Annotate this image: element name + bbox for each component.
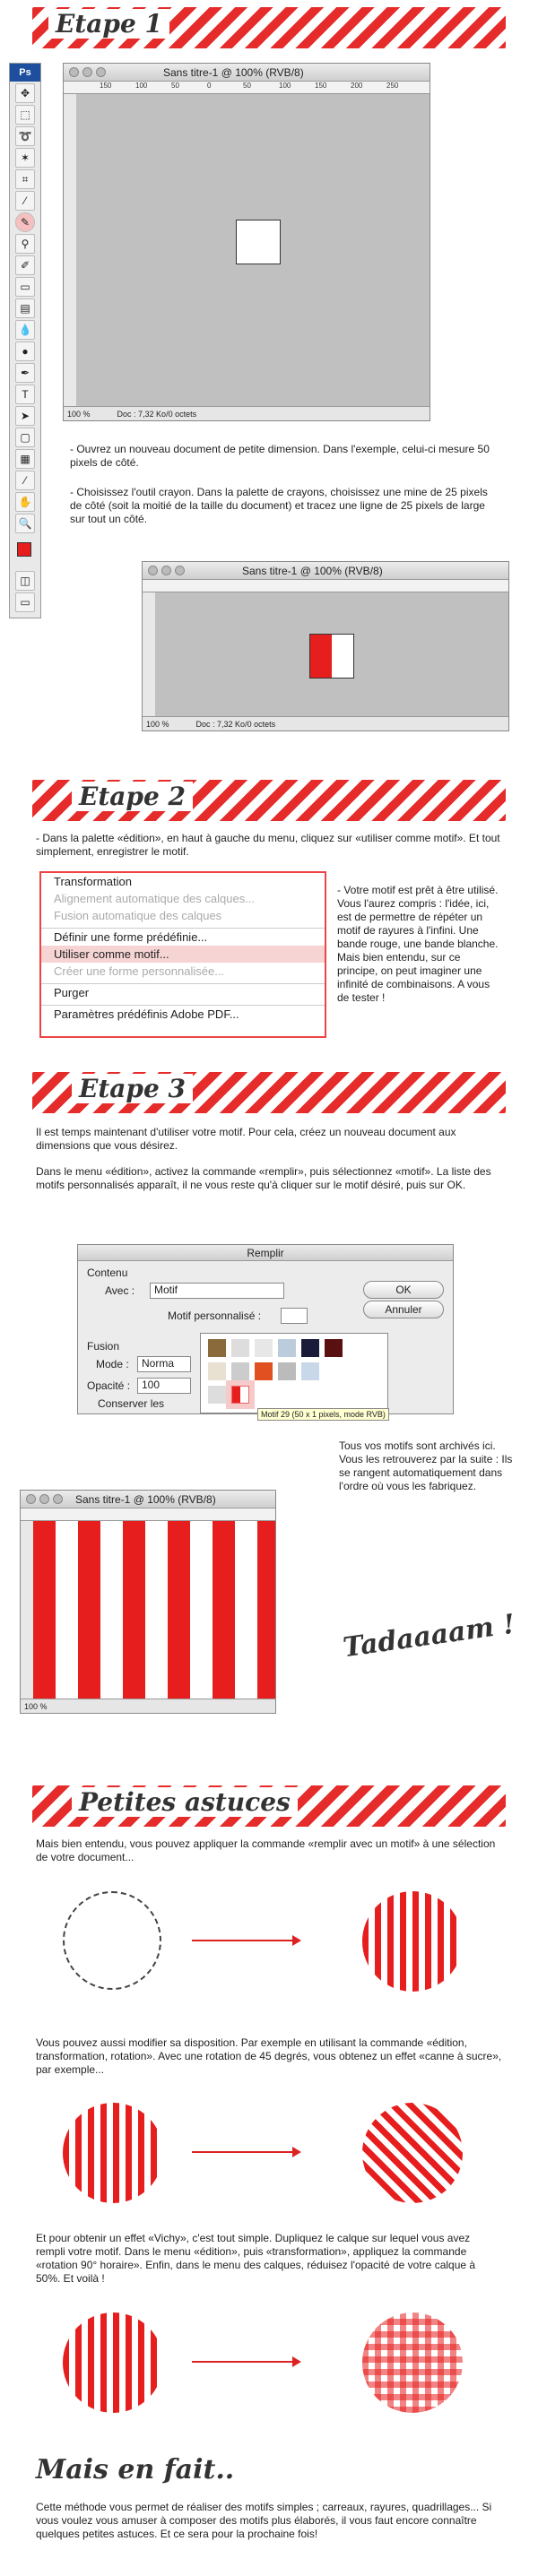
pattern-swatch[interactable] bbox=[231, 1339, 249, 1357]
lasso-tool-icon[interactable]: ➰ bbox=[15, 126, 35, 146]
minimize-icon[interactable] bbox=[82, 67, 92, 77]
window-titlebar bbox=[21, 1491, 275, 1508]
zoom-level[interactable]: 100 % bbox=[146, 719, 169, 729]
ruler-tick: 250 bbox=[386, 82, 399, 90]
eraser-tool-icon[interactable]: ▭ bbox=[15, 277, 35, 297]
fill-dialog bbox=[77, 1244, 454, 1419]
ruler-tick: 50 bbox=[171, 82, 179, 90]
pattern-swatch[interactable] bbox=[278, 1339, 296, 1357]
blur-tool-icon[interactable]: 💧 bbox=[15, 320, 35, 340]
ruler-tick: 100 bbox=[135, 82, 148, 90]
canvas-area[interactable] bbox=[76, 94, 430, 406]
pattern-swatch[interactable] bbox=[255, 1339, 273, 1357]
motif-perso-label: Motif personnalisé : bbox=[168, 1310, 262, 1322]
close-icon[interactable] bbox=[26, 1494, 36, 1504]
tips-title: Petites astuces bbox=[72, 1787, 298, 1817]
menu-item: Fusion automatique des calques bbox=[54, 909, 222, 922]
conserver-label[interactable]: Conserver les bbox=[98, 1397, 165, 1410]
stamp-tool-icon[interactable]: ⚲ bbox=[15, 234, 35, 254]
pattern-swatch[interactable] bbox=[278, 1362, 296, 1380]
striped-canvas[interactable] bbox=[33, 1521, 275, 1699]
window-title: Sans titre-1 @ 100% (RVB/8) bbox=[163, 65, 304, 79]
color-swatches[interactable] bbox=[10, 539, 40, 569]
arrow-icon bbox=[192, 2151, 299, 2153]
eyedropper2-icon[interactable]: ⁄ bbox=[15, 471, 35, 490]
fusion-label: Fusion bbox=[87, 1340, 120, 1353]
zoom-icon[interactable] bbox=[53, 1494, 63, 1504]
dialog-title: Remplir bbox=[78, 1245, 453, 1261]
ps-window-3 bbox=[20, 1490, 276, 1714]
marquee-tool-icon[interactable]: ⬚ bbox=[15, 105, 35, 125]
pattern-swatch[interactable] bbox=[208, 1339, 226, 1357]
quickmask-icon[interactable]: ◫ bbox=[15, 571, 35, 591]
document-canvas[interactable] bbox=[236, 220, 281, 264]
pattern-swatch[interactable] bbox=[208, 1386, 226, 1404]
pattern-swatch[interactable] bbox=[255, 1362, 273, 1380]
pattern-picker[interactable] bbox=[281, 1308, 308, 1324]
foreground-color[interactable] bbox=[17, 542, 31, 557]
end-title: Mais en fait.. bbox=[36, 2454, 235, 2485]
striped-circle-source-2 bbox=[63, 2312, 163, 2413]
path-select-icon[interactable]: ➤ bbox=[15, 406, 35, 426]
ruler-tick: 200 bbox=[351, 82, 363, 90]
pattern-tooltip: Motif 29 (50 x 1 pixels, mode RVB) bbox=[257, 1408, 389, 1421]
arrow-icon bbox=[192, 2361, 299, 2363]
tada-text: Tadaaaam ! bbox=[341, 1608, 517, 1664]
step-3-title: Etape 3 bbox=[72, 1074, 193, 1103]
ruler-tick: 0 bbox=[207, 82, 212, 90]
menu-item: Créer une forme personnalisée... bbox=[54, 964, 225, 978]
text-p4: - Votre motif est prêt à être utilisé. Vous l'aurez compris : l'idée, ici, est de permettre de répéter un motif de rayures à l'infini. Une bande rouge, une bande blanche. Mais bien entendu, sur ce principe, on peut imaginer une infinité de combinaisons. A vous de tester ! bbox=[337, 884, 499, 1004]
arrow-icon bbox=[192, 1940, 299, 1941]
close-icon[interactable] bbox=[69, 67, 79, 77]
screen-mode-icon[interactable]: ▭ bbox=[15, 592, 35, 612]
pattern-swatch-selected[interactable] bbox=[231, 1386, 249, 1404]
zoom-level[interactable]: 100 % bbox=[67, 409, 91, 419]
menu-item-use-as-pattern[interactable]: Utiliser comme motif... bbox=[41, 946, 325, 963]
doc-size: Doc : 7,32 Ko/0 octets bbox=[117, 409, 197, 419]
text-p5: Il est temps maintenant d'utiliser votre motif. Pour cela, créez un nouveau document aux dimensions que vous désirez. bbox=[36, 1126, 456, 1152]
step-1-title: Etape 1 bbox=[48, 9, 169, 39]
pattern-swatch[interactable] bbox=[301, 1362, 319, 1380]
diagonal-striped-circle bbox=[362, 2103, 463, 2203]
type-tool-icon[interactable]: T bbox=[15, 385, 35, 404]
ruler-tick: 100 bbox=[279, 82, 291, 90]
pattern-grid[interactable] bbox=[200, 1333, 388, 1413]
menu-item[interactable]: Paramètres prédéfinis Adobe PDF... bbox=[41, 1005, 325, 1023]
zoom-icon[interactable] bbox=[96, 67, 106, 77]
move-tool-icon[interactable]: ✥ bbox=[15, 83, 35, 103]
status-bar bbox=[21, 1699, 275, 1713]
doc-size: Doc : 7,32 Ko/0 octets bbox=[195, 719, 276, 729]
minimize-icon[interactable] bbox=[161, 566, 171, 575]
ruler-tick: 50 bbox=[243, 82, 251, 90]
vichy-circle bbox=[362, 2312, 463, 2413]
status-bar bbox=[143, 716, 508, 730]
cancel-button[interactable]: Annuler bbox=[363, 1301, 444, 1318]
zoom-level[interactable]: 100 % bbox=[24, 1701, 48, 1711]
mode-label: Mode : bbox=[96, 1358, 129, 1370]
status-bar bbox=[64, 406, 430, 420]
zoom-tool-icon[interactable]: 🔍 bbox=[15, 514, 35, 533]
ruler-h bbox=[21, 1508, 275, 1521]
menu-item[interactable]: Transformation bbox=[54, 875, 132, 888]
minimize-icon[interactable] bbox=[39, 1494, 49, 1504]
avec-select[interactable]: Motif bbox=[150, 1283, 284, 1299]
text-p7: Tous vos motifs sont archivés ici. Vous les retrouverez par la suite : Ils se rangent automatiquement dans l'ordre où vous les fabriquez. bbox=[339, 1439, 513, 1492]
contenu-label: Contenu bbox=[87, 1266, 128, 1279]
pattern-swatch[interactable] bbox=[325, 1339, 343, 1357]
shape-tool-icon[interactable]: ▢ bbox=[15, 428, 35, 447]
pattern-swatch[interactable] bbox=[301, 1339, 319, 1357]
document-canvas[interactable] bbox=[309, 634, 354, 679]
menu-item: Alignement automatique des calques... bbox=[54, 892, 256, 905]
text-p6: Dans le menu «édition», activez la commande «remplir», puis sélectionnez «motif». La liste des motifs personnalisés apparaît, il ne vous reste qu'à cliquer sur le motif désiré, puis sur OK. bbox=[36, 1165, 491, 1191]
text-p10: Et pour obtenir un effet «Vichy», c'est tout simple. Dupliquez le calque sur lequel vous avez rempli votre motif. Dans le menu «édition», puis «transformation», appliquez la commande «rotation 90° horaire». Enfin, dans le menu des calques, réduisez l'opacité de votre calque à 50%. Et voilà ! bbox=[36, 2232, 476, 2285]
window-titlebar bbox=[64, 64, 430, 82]
window-title: Sans titre-1 @ 100% (RVB/8) bbox=[242, 564, 383, 577]
canvas-area[interactable] bbox=[155, 592, 508, 716]
pen-tool-icon[interactable]: ✒ bbox=[15, 363, 35, 383]
text-p11: Cette méthode vous permet de réaliser des motifs simples ; carreaux, rayures, quadrillages... Si vous voulez vous amuser à composer des motifs plus élaborés, il vous faut encore connaître quelques petites astuces. Et ce sera pour la prochaine fois! bbox=[36, 2501, 492, 2540]
pencil-tool-icon[interactable]: ✎ bbox=[15, 212, 35, 232]
ps-window-1 bbox=[63, 63, 430, 421]
mode-select[interactable]: Norma bbox=[137, 1356, 191, 1372]
window-title: Sans titre-1 @ 100% (RVB/8) bbox=[75, 1492, 216, 1506]
ps-logo: Ps bbox=[10, 64, 40, 82]
crop-tool-icon[interactable]: ⌗ bbox=[15, 169, 35, 189]
pattern-swatch[interactable] bbox=[208, 1362, 226, 1380]
opacite-label: Opacité : bbox=[87, 1379, 131, 1392]
zoom-icon[interactable] bbox=[175, 566, 185, 575]
avec-label: Avec : bbox=[105, 1284, 135, 1297]
tool-palette bbox=[9, 63, 41, 618]
ruler-h bbox=[143, 580, 508, 592]
opacity-field[interactable]: 100 bbox=[137, 1378, 191, 1394]
menu-item[interactable]: Purger bbox=[41, 983, 325, 1001]
close-icon[interactable] bbox=[148, 566, 158, 575]
step-2-title: Etape 2 bbox=[72, 782, 193, 811]
hand-tool-icon[interactable]: ✋ bbox=[15, 492, 35, 512]
dodge-tool-icon[interactable]: ● bbox=[15, 341, 35, 361]
ruler-tick: 150 bbox=[315, 82, 327, 90]
text-p2: - Choisissez l'outil crayon. Dans la palette de crayons, choisissez une mine de 25 pixels de côté (soit la moitié de la taille du document) et tracez une ligne de 25 pixels de large sur tout un côté. bbox=[70, 486, 488, 525]
gradient-tool-icon[interactable]: ▤ bbox=[15, 298, 35, 318]
ruler-tick: 150 bbox=[100, 82, 112, 90]
text-p8: Mais bien entendu, vous pouvez appliquer la commande «remplir avec un motif» à une sélection de votre document... bbox=[36, 1837, 496, 1863]
ps-window-2 bbox=[142, 561, 509, 731]
window-titlebar bbox=[143, 562, 508, 580]
text-p1: - Ouvrez un nouveau document de petite dimension. Dans l'exemple, celui-ci mesure 50 pixels de côté. bbox=[70, 443, 490, 469]
text-p3: - Dans la palette «édition», en haut à gauche du menu, cliquez sur «utiliser comme motif». Et tout simplement, enregistrer le motif. bbox=[36, 832, 500, 858]
history-brush-icon[interactable]: ✐ bbox=[15, 255, 35, 275]
wand-tool-icon[interactable]: ✶ bbox=[15, 148, 35, 168]
menu-item[interactable]: Définir une forme prédéfinie... bbox=[41, 928, 325, 946]
striped-circle-source bbox=[63, 2103, 163, 2203]
ruler-h bbox=[64, 82, 430, 94]
text-p9: Vous pouvez aussi modifier sa disposition. Par exemple en utilisant la commande «édition, transformation, rotation». Avec une rotation de 45 degrés, vous obtenez un effet «canne à sucre», par exemple... bbox=[36, 2036, 502, 2076]
notes-tool-icon[interactable]: ▦ bbox=[15, 449, 35, 469]
selection-circle bbox=[63, 1891, 161, 1990]
ok-button[interactable]: OK bbox=[363, 1281, 444, 1299]
eyedropper-tool-icon[interactable]: ⁄ bbox=[15, 191, 35, 211]
edit-menu bbox=[39, 871, 326, 1038]
striped-circle bbox=[362, 1891, 463, 1992]
pattern-swatch[interactable] bbox=[231, 1362, 249, 1380]
